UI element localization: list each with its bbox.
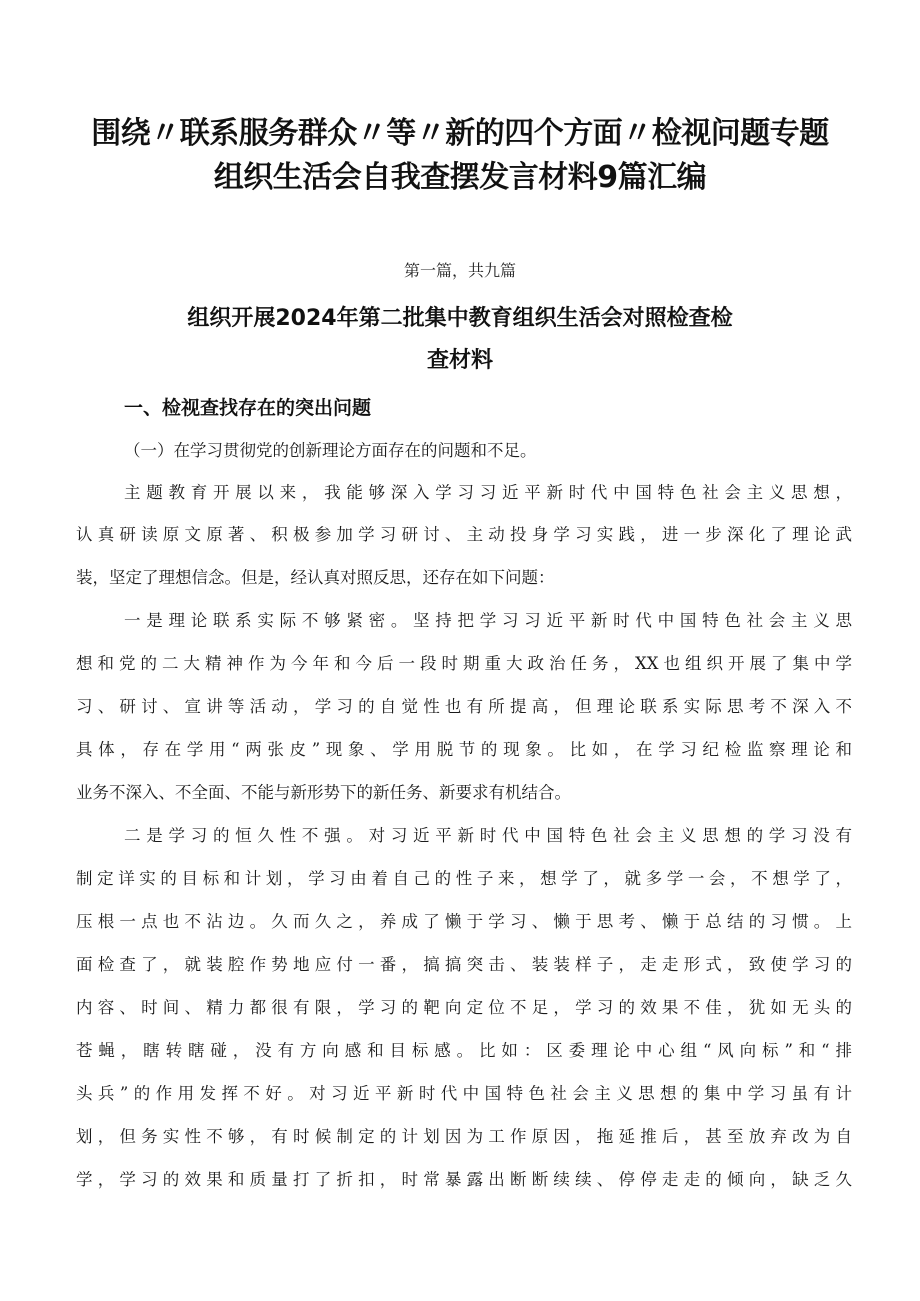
paragraph-3-line: 学，学习的效果和质量打了折扣，时常暴露出断断续续、停停走走的倾向，缺乏久 <box>76 1170 852 1189</box>
paragraph-3-line: 二是学习的恒久性不强。对习近平新时代中国特色社会主义思想的学习没有 <box>124 826 852 845</box>
part-label: 第一篇，共九篇 <box>403 261 516 280</box>
article-title-line-1: 组织开展2024年第二批集中教育组织生活会对照检查检 <box>187 306 733 331</box>
subsection-heading: （一）在学习贯彻党的创新理论方面存在的问题和不足。 <box>124 441 537 460</box>
paragraph-1-line: 主题教育开展以来，我能够深入学习习近平新时代中国特色社会主义思想， <box>124 483 852 502</box>
paragraph-3-line: 面检查了，就装腔作势地应付一番，搞搞突击、装装样子，走走形式，致使学习的 <box>76 955 852 974</box>
paragraph-3-line: 内容、时间、精力都很有限，学习的靶向定位不足，学习的效果不佳，犹如无头的 <box>76 998 852 1017</box>
paragraph-3-line: 头兵”的作用发挥不好。对习近平新时代中国特色社会主义思想的集中学习虽有计 <box>76 1084 852 1103</box>
paragraph-3-line: 苍蝇，瞎转瞎碰，没有方向感和目标感。比如：区委理论中心组“风向标”和“排 <box>76 1041 852 1060</box>
document-title-line-1: 围绕〃联系服务群众〃等〃新的四个方面〃检视问题专题 <box>91 116 829 151</box>
paragraph-3-line: 压根一点也不沾边。久而久之，养成了懒于学习、懒于思考、懒于总结的习惯。上 <box>76 912 852 931</box>
paragraph-2-line: 一是理论联系实际不够紧密。坚持把学习习近平新时代中国特色社会主义思 <box>124 611 852 630</box>
paragraph-1-line: 装，坚定了理想信念。但是，经认真对照反思，还存在如下问题： <box>76 568 555 587</box>
paragraph-2-line: 具体，存在学用“两张皮”现象、学用脱节的现象。比如，在学习纪检监察理论和 <box>76 740 852 759</box>
paragraph-2-line: 想和党的二大精神作为今年和今后一段时期重大政治任务，XX也组织开展了集中学 <box>76 654 852 673</box>
paragraph-2-line: 习、研讨、宣讲等活动，学习的自觉性也有所提高，但理论联系实际思考不深入不 <box>76 697 852 716</box>
paragraph-3-line: 制定详实的目标和计划，学习由着自己的性子来，想学了，就多学一会，不想学了， <box>76 869 852 888</box>
document-title-line-2: 组织生活会自我查摆发言材料9篇汇编 <box>213 160 707 195</box>
paragraph-2-line: 业务不深入、不全面、不能与新形势下的新任务、新要求有机结合。 <box>76 783 571 802</box>
paragraph-3-line: 划，但务实性不够，有时候制定的计划因为工作原因，拖延推后，甚至放弃改为自 <box>76 1127 852 1146</box>
article-title-line-2: 查材料 <box>426 348 493 373</box>
paragraph-1-line: 认真研读原文原著、积极参加学习研讨、主动投身学习实践，进一步深化了理论武 <box>76 525 852 544</box>
section-heading: 一、检视查找存在的突出问题 <box>124 397 372 419</box>
